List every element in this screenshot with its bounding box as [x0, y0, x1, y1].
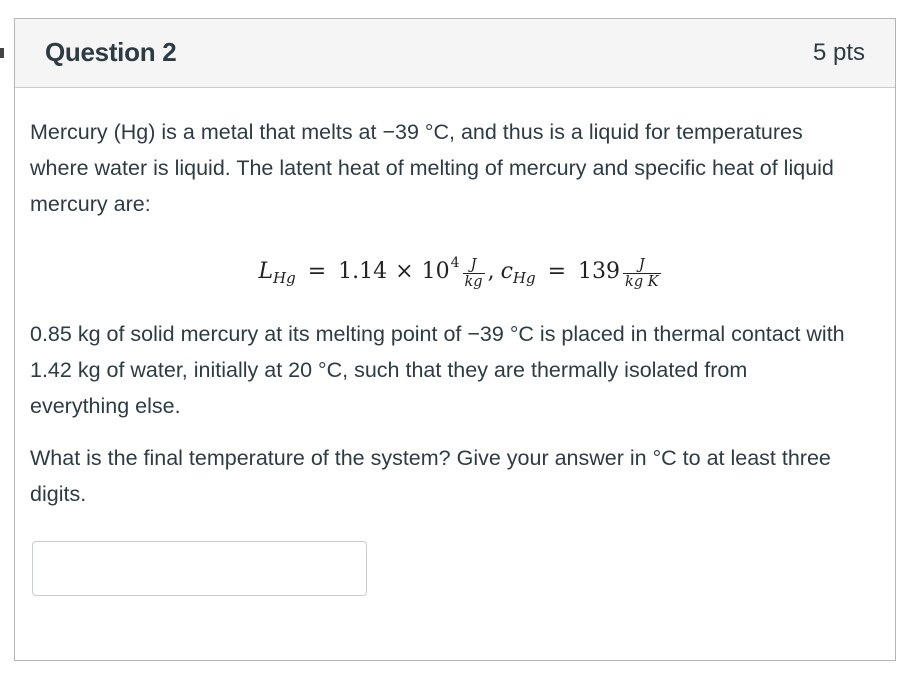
eq-separator: , [487, 259, 495, 284]
question-flag-marker [0, 48, 4, 58]
question-title: Question 2 [45, 37, 177, 67]
eq-unit-2-numerator: J [638, 256, 645, 273]
eq-specific-heat-subscript: Hg [512, 269, 536, 287]
question-paragraph-2: 0.85 kg of solid mercury at its melting point of −39 °C is placed in thermal contact with 1.42 kg of water, initially at 20 °C, such that they are thermally isolated from everything else. [30, 322, 845, 418]
eq-equals-1: = [307, 259, 327, 284]
eq-base: 10 [421, 259, 450, 284]
equation [30, 236, 852, 308]
question-paragraph-3: What is the final temperature of the system? Give your answer in °C to at least three digits. [30, 446, 831, 506]
answer-input-box[interactable] [32, 541, 367, 596]
eq-latent-heat-symbol: L [258, 259, 274, 284]
eq-exponent: 4 [450, 255, 460, 271]
question-body [30, 114, 852, 512]
question-points: 5 pts [812, 39, 865, 66]
eq-unit-1-denominator: kg [464, 273, 483, 290]
eq-unit-1 [463, 257, 485, 290]
eq-value-2: 139 [578, 259, 621, 284]
question-header [15, 19, 895, 88]
eq-unit-2 [623, 257, 661, 290]
eq-value-1: 1.14 [338, 259, 388, 284]
eq-equals-2: = [547, 259, 567, 284]
answer-input[interactable] [33, 542, 366, 595]
question-paragraph-1: Mercury (Hg) is a metal that melts at −39 °C, and thus is a liquid for temperatures where water is liquid. The latent heat of melting of mercury and specific heat of liquid mercury are: [30, 120, 834, 216]
eq-specific-heat-symbol: c [500, 259, 513, 284]
eq-times: × [395, 259, 414, 284]
eq-latent-heat-subscript: Hg [273, 269, 296, 287]
eq-unit-1-numerator: J [470, 256, 477, 273]
eq-unit-2-denominator: kg K [625, 273, 659, 290]
